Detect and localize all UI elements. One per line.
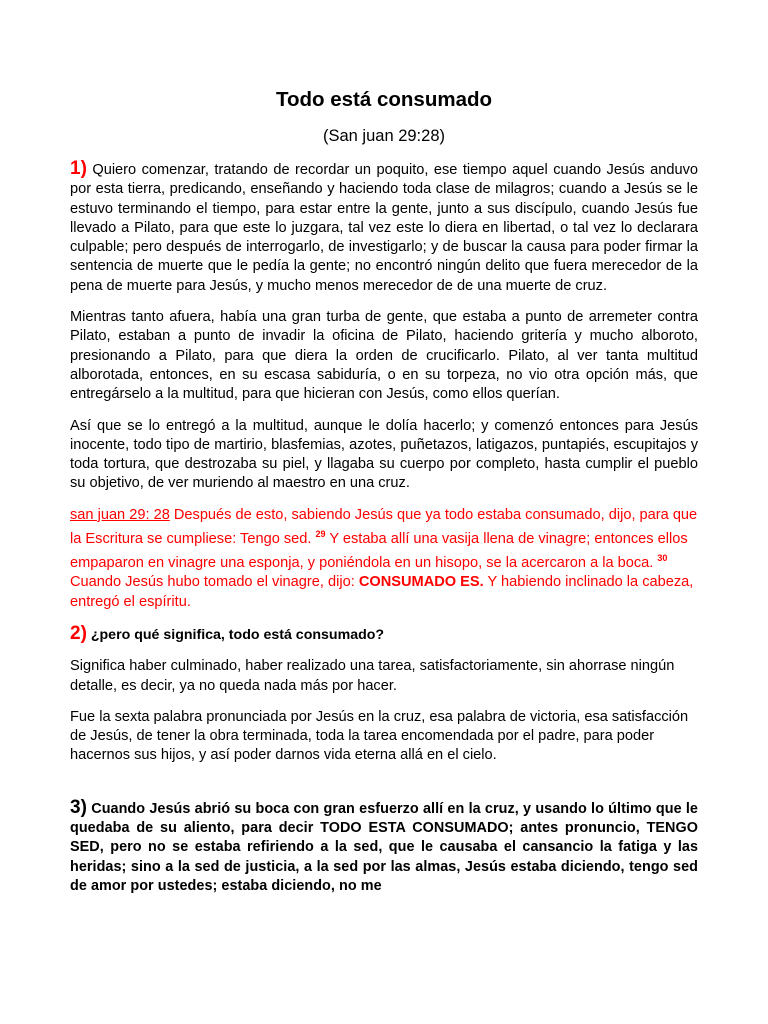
bible-verse: [70, 506, 698, 612]
paragraph-3: Así que se lo entregó a la multitud, aunque le dolía hacerlo; y comenzó entonces para Jesús inocente, todo tipo de martirio, blasfemias, azotes, puñetazos, latigazos, puntapiés, escupitajos y toda tortura, que destrozaba su piel, y llagaba su cuerpo por completo, hasta cumplir el pueblo su objetivo, de ver muriendo al maestro en una cruz.: [70, 417, 698, 492]
paragraph-2: Mientras tanto afuera, había una gran turba de gente, que estaba a punto de arremeter contra Pilato, estaban a punto de invadir la oficina de Pilato, haciendo gritería y mucho alboroto, presionando a Pilato, para que diera la orden de crucificarlo. Pilato, al ver tanta multitud alborotada, entonces, en su escasa sabiduría, o en su torpeza, no vio otra opción más, que entregárselo a la multitud, para que hicieran con Jesús, como ellos querían.: [70, 309, 698, 403]
section-number-3: 3): [70, 796, 87, 818]
verse-number-29: 29: [315, 529, 326, 540]
section-2-heading: [70, 624, 698, 645]
verse-text-30: Cuando Jesús hubo tomado el vinagre, dijo:: [70, 574, 359, 591]
verse-reference-link[interactable]: san juan 29: 28: [70, 506, 170, 523]
document-page: [70, 86, 698, 896]
paragraph-1: [70, 159, 698, 296]
section-2-question: ¿pero qué significa, todo está consumado?: [86, 626, 385, 643]
paragraph-1-text: Quiero comenzar, tratando de recordar un poquito, ese tiempo aquel cuando Jesús anduvo por esta tierra, predicando, enseñando y haciendo toda clase de milagros; cuando a Jesús se le estuvo terminando el tiempo, para estar entre la gente, junto a sus discípulo, cuando Jesús fue llevado a Pilato, para que este lo juzgara, tal vez este lo diera en libertad, o tal vez lo declarara culpable; pero después de interrogarlo, de investigarlo; y de buscar la causa para poder firmar la sentencia de muerte que le pedía la gente; no encontró ningún delito que fuera merecedor de la pena de muerte para Jesús, y mucho menos merecedor de de una muerte de cruz.: [70, 162, 698, 294]
verse-text-end: Y habiendo inclinado la cabeza, entregó el espíritu.: [70, 574, 694, 610]
verse-text-28: Después de esto, sabiendo Jesús que ya todo estaba consumado, dijo, para que la Escritura se cumpliese: Tengo sed.: [70, 506, 698, 547]
document-title: Todo está consumado: [275, 88, 493, 111]
verse-number-30: 30: [657, 553, 668, 564]
section-number-1: 1): [70, 158, 87, 179]
paragraph-5: Fue la sexta palabra pronunciada por Jesús en la cruz, esa palabra de victoria, esa satisfacción de Jesús, de tener la obra terminada, toda la tarea encomendada por el padre, para poder hacernos sus hijos, y así poder darnos vida eterna allá en el cielo.: [70, 708, 689, 764]
verse-emphasis: CONSUMADO ES.: [358, 574, 484, 591]
section-3-text: Cuando Jesús abrió su boca con gran esfuerzo allí en la cruz, y usando lo último que le quedaba de su aliento, para decir TODO ESTA CONSUMADO; antes pronuncio, TENGO SED, pero no se estaba refiriendo a la sed, que le causaba el cansancio la fatiga y las heridas; sino a la sed de justicia, a la sed por las almas, Jesús estaba diciendo, tengo sed de amor por ustedes; estaba diciendo, no me: [70, 800, 698, 894]
verse-text-29: Y estaba allí una vasija llena de vinagre; entonces ellos empaparon en vinagre una esponja, y poniéndola en un hisopo, se la acercaron a la boca.: [70, 530, 688, 572]
section-number-2: 2): [70, 622, 87, 644]
paragraph-section-3: [70, 798, 698, 896]
document-subtitle: (San juan 29:28): [322, 127, 445, 145]
paragraph-4: Significa haber culminado, haber realizado una tarea, satisfactoriamente, sin ahorrase ningún detalle, es decir, ya no queda nada más por hacer.: [70, 658, 675, 694]
